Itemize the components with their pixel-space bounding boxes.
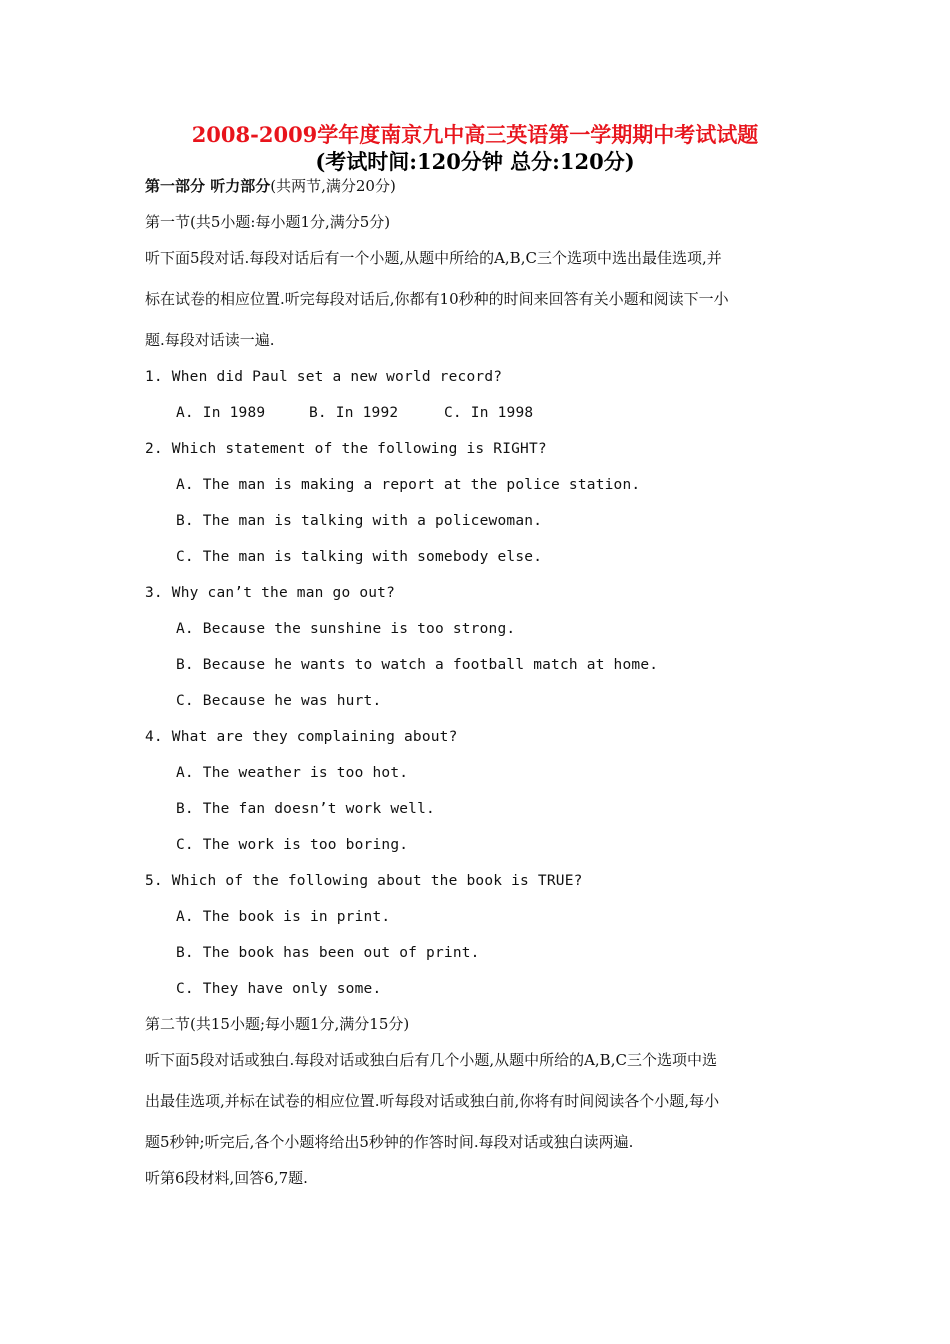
option: C. They have only some. (176, 981, 382, 997)
question-stem: 2. Which statement of the following is RIGHT? (145, 441, 547, 457)
option: B. The fan doesn’t work well. (176, 801, 435, 817)
option: C. The work is too boring. (176, 837, 409, 853)
part1-heading (145, 176, 396, 196)
option: A. The weather is too hot. (176, 765, 409, 781)
option: A. The book is in print. (176, 909, 391, 925)
section1-instruction-line: 题.每段对话读一遍. (145, 331, 275, 349)
option: B. The book has been out of print. (176, 945, 480, 961)
exam-title: 2008-2009学年度南京九中高三英语第一学期期中考试试题 (191, 122, 759, 147)
section2-heading: 第二节(共15小题;每小题1分,满分15分) (145, 1015, 410, 1033)
option: B. In 1992 (309, 405, 399, 421)
question-stem: 1. When did Paul set a new world record? (145, 369, 503, 385)
question-stem: 3. Why can’t the man go out? (145, 585, 396, 601)
section2-instruction-line: 出最佳选项,并标在试卷的相应位置.听每段对话或独白前,你将有时间阅读各个小题,每小 (145, 1092, 720, 1110)
option: A. Because the sunshine is too strong. (176, 621, 516, 637)
option: C. The man is talking with somebody else. (176, 549, 543, 565)
section1-instruction-line: 听下面5段对话.每段对话后有一个小题,从题中所给的A,B,C三个选项中选出最佳选项,并 (145, 249, 722, 267)
section2-instruction-line: 听下面5段对话或独白.每段对话或独白后有几个小题,从题中所给的A,B,C三个选项中选 (145, 1051, 717, 1069)
option: C. Because he was hurt. (176, 693, 382, 709)
option: C. In 1998 (444, 405, 534, 421)
section2-material: 听第6段材料,回答6,7题. (145, 1169, 308, 1187)
section1-instruction-line: 标在试卷的相应位置.听完每段对话后,你都有10秒种的时间来回答有关小题和阅读下一小 (145, 290, 729, 308)
option: A. In 1989 (176, 405, 266, 421)
section1-heading: 第一节(共5小题:每小题1分,满分5分) (145, 213, 391, 231)
part1-heading-rest: (共两节,满分20分) (270, 177, 396, 195)
question-stem: 5. Which of the following about the book is TRUE? (145, 873, 583, 889)
section2-instruction-line: 题5秒钟;听完后,各个小题将给出5秒钟的作答时间.每段对话或独白读两遍. (145, 1133, 634, 1151)
option: B. The man is talking with a policewoman. (176, 513, 543, 529)
option: A. The man is making a report at the police station. (176, 477, 641, 493)
exam-subtitle: (考试时间:120分钟 总分:120分) (315, 149, 635, 174)
part1-heading-bold: 第一部分 听力部分 (145, 177, 271, 195)
option: B. Because he wants to watch a football match at home. (176, 657, 659, 673)
question-stem: 4. What are they complaining about? (145, 729, 458, 745)
question-options (176, 403, 533, 423)
